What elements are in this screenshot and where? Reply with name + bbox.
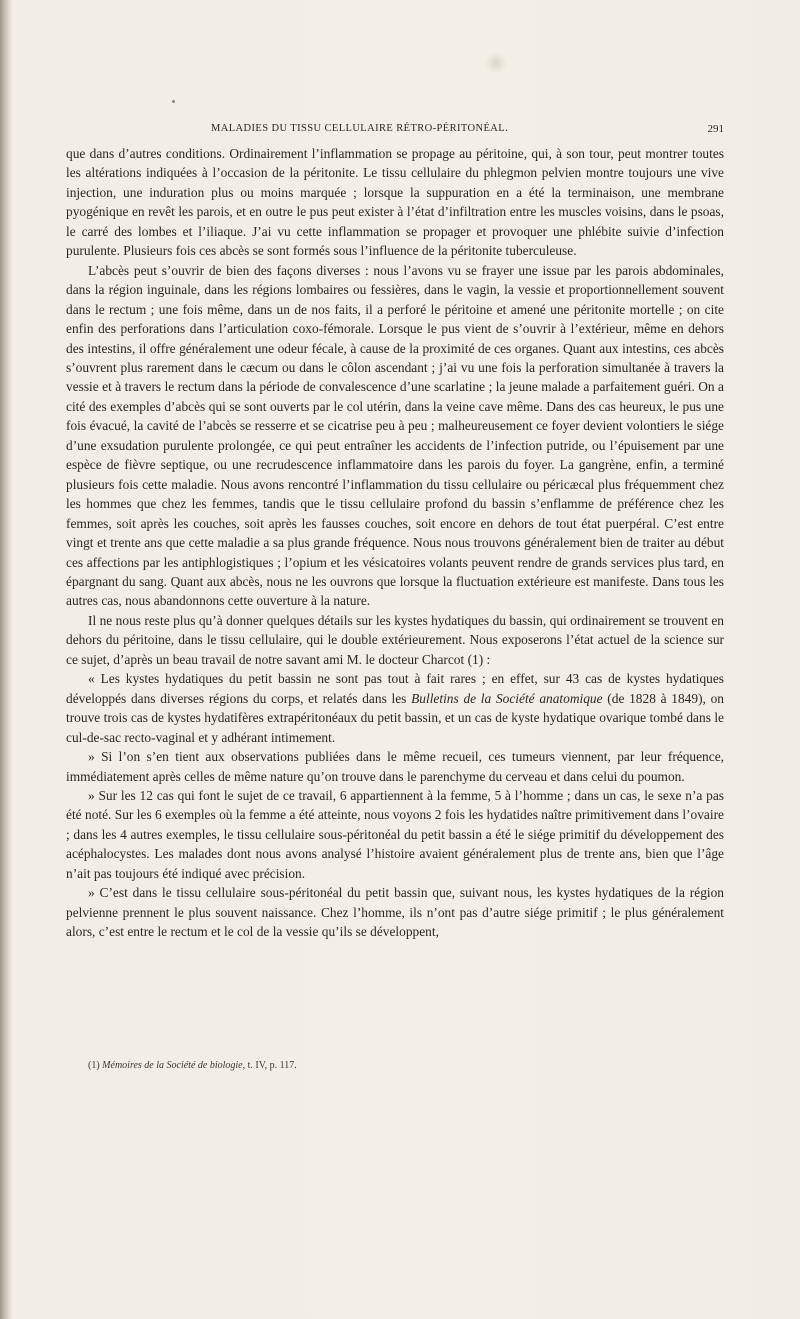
paragraph: » C’est dans le tissu cellulaire sous-péritonéal du petit bassin que, suivant nous, les kystes hydatiques de la région pelvienne prennent le plus souvent naissance. Chez l’homme, ils n’ont pas d’autre siége primitif ; le plus généralement alors, c’est entre le rectum et le col de la vessie qu’ils se développent,	[66, 885, 724, 940]
paragraph: » Sur les 12 cas qui font le sujet de ce travail, 6 appartiennent à la femme, 5 à l’homme ; dans un cas, le sexe n’a pas été noté. Sur les 6 exemples où la femme a été atteinte, nous voyons 2 fois les hydatides naître primitivement dans l’ovaire ; dans les 4 autres exemples, le tissu cellulaire sous-péritonéal du petit bassin a été le siége primitif du développement des acéphalocystes. Les malades dont nous avons analysé l’histoire avaient généralement plus de trente ans, bien que l’âge n’ait pas toujours été indiqué avec précision.	[66, 787, 724, 881]
paper-stain	[485, 52, 507, 74]
running-header	[66, 123, 724, 139]
running-title: MALADIES DU TISSU CELLULAIRE RÉTRO-PÉRITONÉAL.	[211, 123, 509, 134]
main-text	[66, 144, 724, 942]
footnote-marker: (1)	[88, 1060, 103, 1071]
paragraph: L’abcès peut s’ouvrir de bien des façons diverses : nous l’avons vu se frayer une issue par les parois abdominales, dans la région inguinale, dans les régions lombaires ou fessières, dans le vagin, la vessie et proportionnellement souvent dans le rectum ; une fois même, dans un de nos faits, il a perforé le péritoine et amené une péritonite mortelle ; on cite enfin des perforations dans l’articulation coxo-fémorale. Lorsque le pus vient de s’ouvrir à l’extérieur, même en dehors des intestins, il offre généralement une odeur fécale, à cause de la proximité de ces organes. Quant aux intestins, ces abcès s’ouvrent plus rarement dans le cæcum ou dans le côlon ascendant ; j’ai vu une fois la perforation simultanée à travers la vessie et à travers le rectum dans la période de convalescence d’une scarlatine ; la jeune malade a parfaitement guéri. On a cité des exemples d’abcès qui se sont ouverts par le col utérin, dans la veine cave même. Dans des cas heureux, le pus une fois évacué, la cavité de l’abcès se resserre et se cicatrise peu à peu ; malheureusement ce foyer devient volontiers le siége d’une exsudation purulente prolongée, ce qui peut entraîner les accidents de l’infection putride, ou l’épuisement par une espèce de fièvre septique, ou une recrudescence inflammatoire dans les parois du foyer. La gangrène, enfin, a terminé plusieurs fois cette maladie. Nous avons rencontré l’inflammation du tissu cellulaire ou péricæcal plus fréquemment chez les hommes que chez les femmes, tandis que le tissu cellulaire profond du bassin s’enflamme de préférence chez les femmes, soit après les couches, soit après les fausses couches, soit encore en dehors de tout état puerpéral. C’est entre vingt et trente ans que cette maladie a sa plus grande fréquence. Nous nous trouvons généralement bien de traiter au début ces affections par les antiphlogistiques ; l’opium et les vésicatoires volants peuvent rendre de grands services plus tard, en épargnant du sang. Quant aux abcès, nous ne les ouvrons que lorsque la fluctuation extérieure est manifeste. Dans tous les autres cas, nous abandonnons cette ouverture à la nature.	[66, 262, 724, 609]
paragraph: » Si l’on s’en tient aux observations publiées dans le même recueil, ces tumeurs viennent, par leur fréquence, immédiatement après celles de même nature qu’on trouve dans le parenchyme du cerveau et dans celui du poumon.	[66, 749, 724, 784]
paragraph-text: (de 1828 à 1849), on trouve trois cas de kystes hydatifères extrapéritonéaux du petit bassin, et un cas de kyste hydatique ovarique tombé dans le cul-de-sac recto-vaginal et y adhérant intimement.	[66, 690, 724, 745]
page-number: 291	[707, 123, 724, 135]
paragraph: que dans d’autres conditions. Ordinairement l’inflammation se propage au péritoine, qui, à son tour, peut montrer toutes les altérations indiquées à l’occasion de la péritonite. Le tissu cellulaire du phlegmon pelvien montre toujours une vive injection, une induration plus ou moins marquée ; lorsque la suppuration en a été la terminaison, une membrane pyogénique en revêt les parois, et en outre le pus peut exister à l’état d’infiltration entre les muscles voisins, dans le psoas, le carré des lombes et l’iliaque. J’ai vu cette inflammation se propager et provoquer une phlébite suivie d’infection purulente. Plusieurs fois ces abcès se sont formés sous l’influence de la péritonite tuberculeuse.	[66, 146, 724, 259]
ink-speck	[172, 100, 175, 103]
paragraph	[66, 669, 724, 747]
paragraph-text: « Les kystes hydatiques du petit bassin ne sont pas tout à fait rares ; en effet, sur 43 cas de kystes hydatiques développés dans diverses régions du corps, et relatés dans les	[66, 671, 724, 706]
page-binding-edge	[0, 0, 12, 1319]
journal-title: Bulletins de la Société anatomique	[411, 690, 603, 706]
footnote-source: Mémoires de la Société de biologie	[102, 1060, 243, 1071]
footnote-reference: , t. IV, p. 117.	[242, 1060, 297, 1071]
footnote	[88, 1060, 297, 1071]
paragraph: Il ne nous reste plus qu’à donner quelques détails sur les kystes hydatiques du bassin, qui ordinairement se trouvent en dehors du péritoine, dans le tissu cellulaire, qui le double extérieurement. Nous exposerons l’état actuel de la science sur ce sujet, d’après un beau travail de notre savant ami M. le docteur Charcot (1) :	[66, 612, 724, 667]
